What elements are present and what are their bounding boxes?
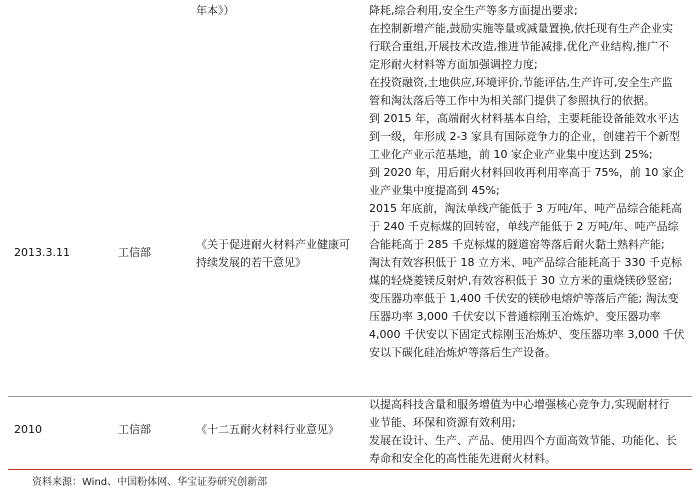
title-tail: 年本》） [196, 4, 235, 17]
date-cell: 2013.3.11 [14, 246, 70, 259]
content-line: 工业化产业示范基地，前 10 家企业产业集中度达到 25%; [369, 148, 653, 161]
content-line: 到一级，年形成 2-3 家具有国际竞争力的企业，创建若干个新型 [369, 130, 680, 143]
content-line: 寿命和安全化的高性能先进耐火材料。 [369, 452, 556, 465]
content-line: 煤的轻烧菱镁反射炉,有效容积低于 30 立方米的重烧镁砂竖窑; [369, 274, 673, 287]
content-line: 在控制新增产能,鼓励实施等量或减量置换,依托现有生产企业实 [369, 22, 673, 35]
dept-cell: 工信部 [118, 246, 151, 259]
content-line: 压器功率 3,000 千伏安以下普通棕刚玉冶炼炉、变压器功率 [369, 310, 661, 323]
content-line: 到 2020 年，用后耐火材料回收再利用率高于 75%，前 10 家企 [369, 166, 684, 179]
content-line: 业产业集中度提高到 45%; [369, 184, 500, 197]
content-line: 降耗,综合利用,安全生产等多方面提出要求; [369, 4, 578, 17]
content-line: 2015 年底前，淘汰单线产能低于 3 万吨/年、吨产品综合能耗高 [369, 202, 683, 215]
content-line: 以提高科技含量和服务增值为中心增强核心竞争力,实现耐材行 [369, 398, 670, 411]
policy-title: 《十二五耐火材料行业意见》 [196, 423, 339, 436]
content-line: 行联合重组,开展技术改造,推进节能减排,优化产业结构,推广不 [369, 40, 669, 53]
policy-content [369, 396, 691, 468]
content-line: 变压器功率低于 1,400 千伏安的镁砂电熔炉等落后产能; 淘汰变 [369, 292, 679, 305]
policy-title-continued [196, 2, 356, 20]
policy-title [196, 236, 356, 272]
policy-content [369, 2, 691, 362]
table-bottom-rule [8, 469, 692, 470]
title-line: 持续发展的若干意见》 [196, 256, 306, 269]
content-line: 于 240 千克标煤的回转窑，单线产能低于 2 万吨/年、吨产品综 [369, 220, 679, 233]
content-line: 发展在设计、生产、产品、使用四个方面高效节能、功能化、长 [369, 434, 677, 447]
source-note: 资料来源：Wind、中国粉体网、华宝证券研究创新部 [32, 477, 268, 488]
content-line: 4,000 千伏安以下固定式棕刚玉冶炼炉、变压器功率 3,000 千伏 [369, 328, 685, 341]
content-line: 管和淘汰落后等工作中为相关部门提供了参照执行的依据。 [369, 94, 655, 107]
dept-cell: 工信部 [118, 423, 151, 436]
content-line: 到 2015 年，高端耐火材料基本自给，主要耗能设备能效水平达 [369, 112, 679, 125]
title-line: 《关于促进耐火材料产业健康可 [196, 238, 350, 251]
content-line: 淘汰有效容积低于 18 立方米、吨产品综合能耗高于 330 千克标 [369, 256, 682, 269]
content-line: 业节能、环保和资源有效利用; [369, 416, 516, 429]
content-line: 在投资融资,土地供应,环境评价,节能评估,生产许可,安全生产监 [369, 76, 673, 89]
content-line: 合能耗高于 285 千克标煤的隧道窑等落后耐火黏土熟料产能; [369, 238, 665, 251]
content-line: 定形耐火材料等方面加强调控力度; [369, 58, 538, 71]
date-cell: 2010 [14, 423, 42, 436]
content-line: 安以下碳化硅冶炼炉等落后生产设备。 [369, 346, 556, 359]
